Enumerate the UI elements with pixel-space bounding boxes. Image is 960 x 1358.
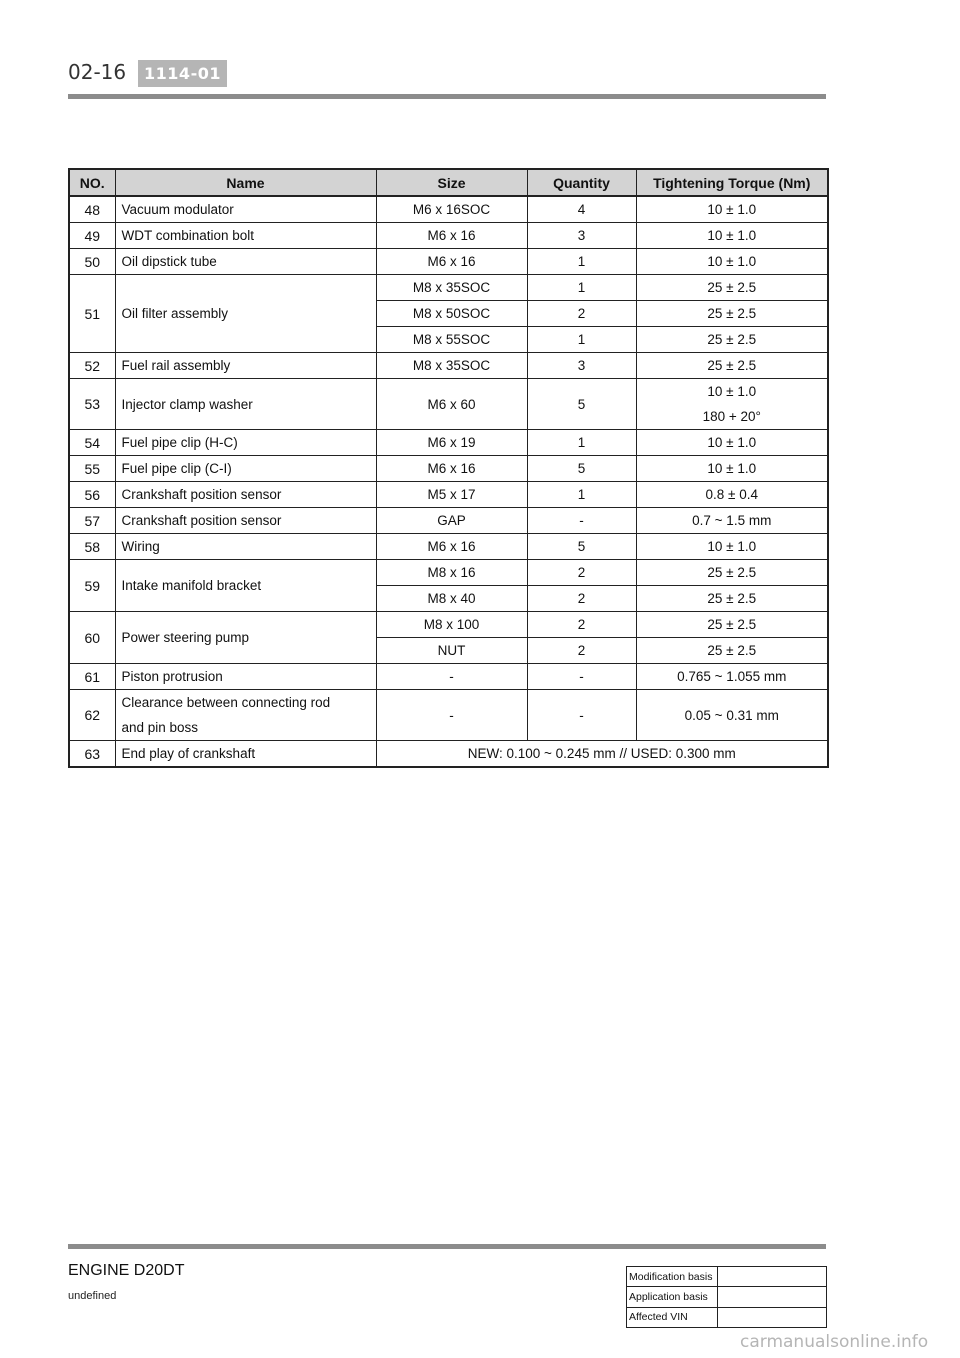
row-size: -: [376, 690, 527, 741]
modification-row: [627, 1267, 827, 1287]
row-quantity: 5: [527, 534, 636, 560]
table-row: [69, 741, 828, 768]
row-name-line: Fuel pipe clip (H-C): [121, 435, 238, 450]
row-torque: [636, 301, 828, 327]
table-header-row: [69, 169, 828, 196]
row-torque: [636, 482, 828, 508]
row-torque: [636, 508, 828, 534]
row-torque: [636, 534, 828, 560]
row-torque-line: 10 ± 1.0: [707, 539, 757, 554]
row-torque-line: 10 ± 1.0: [707, 254, 757, 269]
modification-table: [626, 1266, 827, 1328]
row-torque-line: 25 ± 2.5: [707, 617, 757, 632]
row-torque: [636, 664, 828, 690]
row-size: M6 x 16: [376, 534, 527, 560]
table-row: [69, 456, 828, 482]
row-name: [115, 560, 376, 612]
row-quantity: -: [527, 664, 636, 690]
row-size: M8 x 100: [376, 612, 527, 638]
table-row: [69, 612, 828, 638]
application-basis-value: [718, 1287, 827, 1307]
section-code-badge: 1114-01: [138, 60, 227, 87]
row-quantity: 2: [527, 612, 636, 638]
row-name-line: Oil filter assembly: [121, 306, 229, 321]
row-size: M8 x 35SOC: [376, 275, 527, 301]
row-torque-line: 10 ± 1.0: [707, 461, 757, 476]
row-name: [115, 430, 376, 456]
row-size: M8 x 55SOC: [376, 327, 527, 353]
row-quantity: 1: [527, 430, 636, 456]
row-torque-line: 25 ± 2.5: [707, 332, 757, 347]
row-torque-line: 180 + 20°: [702, 409, 761, 424]
table-row: [69, 196, 828, 223]
row-torque-line: 0.765 ~ 1.055 mm: [677, 669, 787, 684]
row-name: [115, 741, 376, 768]
application-basis-label: Application basis: [627, 1287, 718, 1307]
row-size: M6 x 60: [376, 379, 527, 430]
row-torque-line: 10 ± 1.0: [707, 384, 757, 399]
table-row: [69, 379, 828, 430]
row-torque: [636, 249, 828, 275]
row-name-line: Injector clamp washer: [121, 396, 253, 412]
row-name-line: Fuel rail assembly: [121, 358, 231, 373]
table-row: [69, 508, 828, 534]
row-name: [115, 482, 376, 508]
row-size: M8 x 50SOC: [376, 301, 527, 327]
row-torque-line: 0.7 ~ 1.5 mm: [692, 513, 772, 528]
row-number: 50: [69, 249, 115, 275]
row-quantity: 1: [527, 327, 636, 353]
row-name-line: Clearance between connecting rod: [121, 695, 331, 710]
table-row: [69, 534, 828, 560]
row-size: M8 x 35SOC: [376, 353, 527, 379]
row-torque: [636, 638, 828, 664]
row-size: M6 x 16: [376, 223, 527, 249]
row-number: 53: [69, 379, 115, 430]
row-torque: [636, 690, 828, 741]
row-name: [115, 353, 376, 379]
row-number: 56: [69, 482, 115, 508]
row-torque: [636, 196, 828, 223]
row-number: 52: [69, 353, 115, 379]
modification-row: [627, 1287, 827, 1307]
row-name: [115, 664, 376, 690]
row-number: 62: [69, 690, 115, 741]
column-header-name: Name: [115, 169, 376, 196]
row-number: 58: [69, 534, 115, 560]
row-size: M8 x 40: [376, 586, 527, 612]
row-torque-line: 0.8 ± 0.4: [705, 487, 758, 502]
row-size: M6 x 19: [376, 430, 527, 456]
row-name: [115, 379, 376, 430]
row-quantity: 2: [527, 560, 636, 586]
row-name: [115, 223, 376, 249]
row-name-line: Power steering pump: [121, 630, 250, 645]
table-row: [69, 353, 828, 379]
row-name-line: End play of crankshaft: [121, 746, 256, 761]
row-size: GAP: [376, 508, 527, 534]
row-quantity: 3: [527, 223, 636, 249]
row-merged-value: NEW: 0.100 ~ 0.245 mm // USED: 0.300 mm: [376, 741, 828, 768]
row-size: M6 x 16: [376, 456, 527, 482]
row-size: NUT: [376, 638, 527, 664]
row-number: 60: [69, 612, 115, 664]
table-body: [69, 196, 828, 767]
modification-basis-label: Modification basis: [627, 1267, 718, 1287]
row-name: [115, 534, 376, 560]
modification-row: [627, 1307, 827, 1327]
row-torque: [636, 353, 828, 379]
row-torque: [636, 275, 828, 301]
row-name-line: Piston protrusion: [121, 669, 223, 684]
row-torque-line: 10 ± 1.0: [707, 435, 757, 450]
table-row: [69, 690, 828, 741]
row-quantity: 1: [527, 249, 636, 275]
row-name: [115, 456, 376, 482]
row-torque-line: 10 ± 1.0: [707, 202, 757, 217]
row-size: M8 x 16: [376, 560, 527, 586]
row-name-line: WDT combination bolt: [121, 228, 255, 243]
row-torque-line: 10 ± 1.0: [707, 228, 757, 243]
row-torque: [636, 586, 828, 612]
row-torque: [636, 327, 828, 353]
row-number: 49: [69, 223, 115, 249]
column-header-torque: Tightening Torque (Nm): [636, 169, 828, 196]
table-row: [69, 275, 828, 301]
footer-rule: [68, 1244, 826, 1249]
row-torque-line: 0.05 ~ 0.31 mm: [684, 707, 779, 723]
row-torque: [636, 560, 828, 586]
row-name-line: Intake manifold bracket: [121, 578, 262, 593]
watermark: carmanualsonline.info: [740, 1332, 929, 1352]
affected-vin-value: [718, 1307, 827, 1327]
row-quantity: 2: [527, 586, 636, 612]
row-name-line: Vacuum modulator: [121, 202, 234, 217]
row-number: 57: [69, 508, 115, 534]
row-name: [115, 275, 376, 353]
row-torque: [636, 223, 828, 249]
row-torque-line: 25 ± 2.5: [707, 306, 757, 321]
row-quantity: 1: [527, 275, 636, 301]
row-quantity: 2: [527, 301, 636, 327]
row-quantity: 3: [527, 353, 636, 379]
row-name-line: Fuel pipe clip (C-I): [121, 461, 232, 476]
row-number: 48: [69, 196, 115, 223]
table-row: [69, 249, 828, 275]
row-number: 51: [69, 275, 115, 353]
table-row: [69, 664, 828, 690]
row-size: M6 x 16: [376, 249, 527, 275]
row-quantity: 1: [527, 482, 636, 508]
row-torque: [636, 430, 828, 456]
row-number: 55: [69, 456, 115, 482]
column-header-quantity: Quantity: [527, 169, 636, 196]
row-torque-line: 25 ± 2.5: [707, 643, 757, 658]
column-header-no: NO.: [69, 169, 115, 196]
modification-basis-value: [718, 1267, 827, 1287]
table-row: [69, 560, 828, 586]
row-quantity: -: [527, 690, 636, 741]
header-rule: [68, 94, 826, 99]
row-torque-line: 25 ± 2.5: [707, 280, 757, 295]
row-torque-line: 25 ± 2.5: [707, 565, 757, 580]
row-quantity: 5: [527, 456, 636, 482]
page-number: 02-16: [68, 60, 127, 84]
torque-spec-table: [68, 168, 829, 768]
row-name-line: Wiring: [121, 539, 160, 554]
row-number: 59: [69, 560, 115, 612]
row-torque-line: 25 ± 2.5: [707, 358, 757, 373]
footer-title: ENGINE D20DT: [68, 1262, 185, 1279]
row-number: 63: [69, 741, 115, 768]
row-name: [115, 249, 376, 275]
row-size: M6 x 16SOC: [376, 196, 527, 223]
column-header-size: Size: [376, 169, 527, 196]
row-quantity: 4: [527, 196, 636, 223]
row-quantity: 5: [527, 379, 636, 430]
row-size: -: [376, 664, 527, 690]
table-row: [69, 430, 828, 456]
row-name-line: and pin boss: [121, 720, 199, 735]
table-row: [69, 482, 828, 508]
row-torque: [636, 379, 828, 430]
row-torque: [636, 612, 828, 638]
row-quantity: -: [527, 508, 636, 534]
row-name-line: Crankshaft position sensor: [121, 513, 282, 528]
row-torque-line: 25 ± 2.5: [707, 591, 757, 606]
row-name: [115, 690, 376, 741]
row-size: M5 x 17: [376, 482, 527, 508]
row-number: 61: [69, 664, 115, 690]
row-name-line: Oil dipstick tube: [121, 254, 217, 269]
row-name: [115, 196, 376, 223]
row-torque: [636, 456, 828, 482]
row-quantity: 2: [527, 638, 636, 664]
table-row: [69, 223, 828, 249]
row-name-line: Crankshaft position sensor: [121, 487, 282, 502]
row-number: 54: [69, 430, 115, 456]
row-name: [115, 508, 376, 534]
row-name: [115, 612, 376, 664]
affected-vin-label: Affected VIN: [627, 1307, 718, 1327]
footer-subtitle: undefined: [68, 1290, 117, 1302]
